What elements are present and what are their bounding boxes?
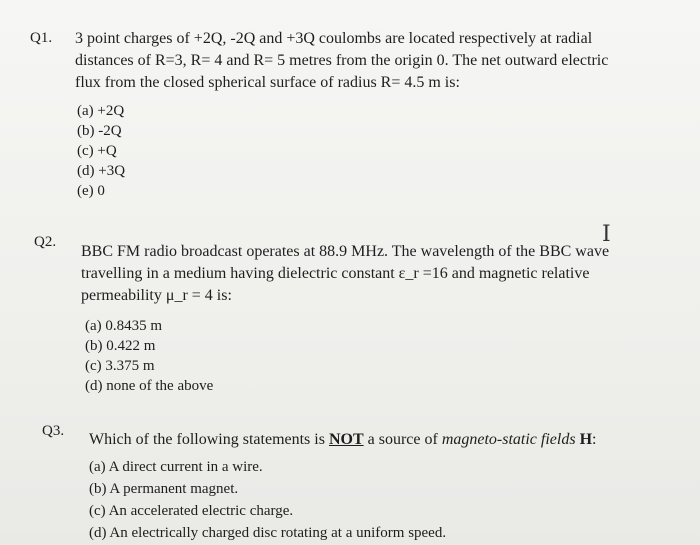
- emphasis-not: NOT: [328, 431, 364, 448]
- question-2-line: travelling in a medium having dielectric constant ε_r =16 and magnetic relative: [81, 265, 590, 282]
- option-c: (c) +Q: [77, 143, 117, 159]
- question-3-text: [89, 429, 596, 451]
- question-2-number: Q2.: [34, 234, 57, 250]
- question-2-options: [85, 316, 213, 396]
- question-3-text-start: Which of the following statements is: [89, 431, 329, 448]
- question-1-line: flux from the closed spherical surface of radius R= 4.5 m is:: [75, 74, 460, 91]
- question-1-line: 3 point charges of +2Q, -2Q and +3Q coulombs are located respectively at radial: [75, 30, 593, 47]
- option-a: (a) A direct current in a wire.: [89, 459, 263, 475]
- question-3-text-middle: a source of: [363, 431, 442, 448]
- option-b: (b) A permanent magnet.: [89, 481, 239, 497]
- option-c: (c) 3.375 m: [85, 358, 155, 374]
- question-1-number: Q1.: [30, 30, 53, 46]
- question-3-options: [89, 456, 446, 544]
- option-c: (c) An accelerated electric charge.: [89, 503, 294, 519]
- text-cursor-icon: I: [602, 222, 611, 247]
- option-d: (d) +3Q: [77, 163, 126, 179]
- emphasis-magneto-static: magneto-static fields: [441, 431, 576, 448]
- option-d: (d) none of the above: [85, 378, 214, 394]
- option-d: (d) An electrically charged disc rotating at a uniform speed.: [89, 525, 447, 541]
- option-b: (b) -2Q: [77, 123, 122, 139]
- question-2-line: permeability μ_r = 4 is:: [81, 287, 232, 304]
- option-a: (a) 0.8435 m: [85, 318, 163, 334]
- question-1-options: [77, 101, 125, 201]
- question-3-line: [89, 429, 596, 451]
- question-3-number: Q3.: [42, 423, 65, 439]
- option-e: (e) 0: [77, 183, 105, 199]
- question-2-text: [81, 241, 609, 307]
- field-symbol-h: H: [575, 431, 593, 448]
- question-1-text: [75, 28, 608, 94]
- option-a: (a) +2Q: [77, 103, 125, 119]
- question-3-text-end: :: [592, 431, 597, 448]
- question-1-line: distances of R=3, R= 4 and R= 5 metres from the origin 0. The net outward electric: [75, 52, 609, 69]
- question-2-line: BBC FM radio broadcast operates at 88.9 MHz. The wavelength of the BBC wave: [81, 243, 610, 260]
- option-b: (b) 0.422 m: [85, 338, 156, 354]
